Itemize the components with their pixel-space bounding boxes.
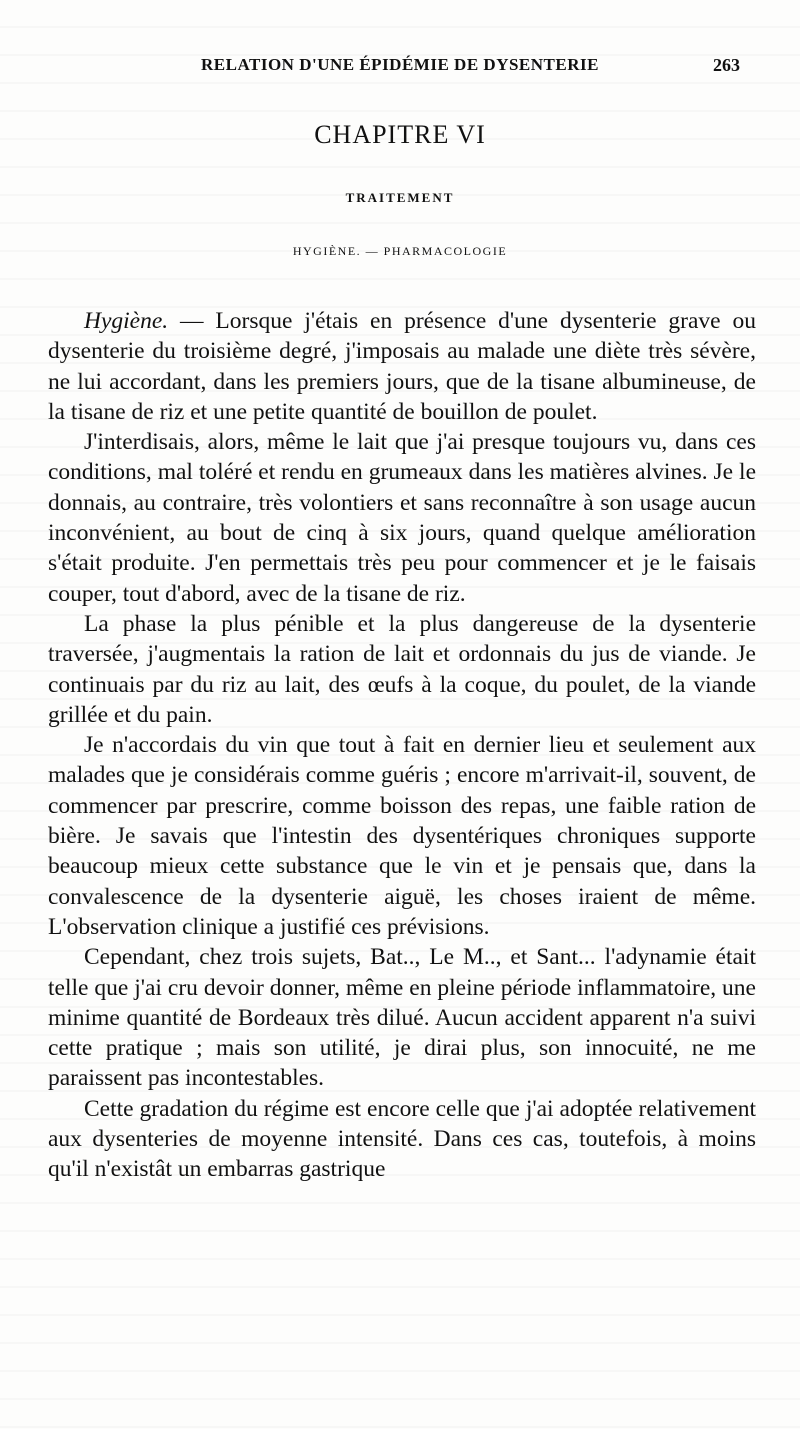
paragraph-lead: Hygiène.: [84, 308, 169, 334]
paragraph: J'interdisais, alors, même le lait que j'ai presque toujours vu, dans ces conditions, mal toléré et rendu en grumeaux dans les matières alvines. Je le donnais, au contraire, très volontiers et sans reconnaître à son usage aucun inconvénient, au bout de cinq à six jours, quand quelque amélioration s'était produite. J'en permettais très peu pour commencer et je le faisais couper, tout d'abord, avec de la tisane de riz.: [48, 429, 756, 607]
subsection-title: HYGIÈNE. — PHARMACOLOGIE: [292, 244, 508, 258]
paragraph: Cette gradation du régime est encore celle que j'ai adoptée relativement aux dysenteries de moyenne intensité. Dans ces cas, toutefois, à moins qu'il n'existât un embarras gastrique: [48, 1095, 756, 1183]
paragraph: La phase la plus pénible et la plus dangereuse de la dysenterie traversée, j'augmentais la ration de lait et ordonnais du jus de viande. Je continuais par du riz au lait, des œufs à la coque, du poulet, de la viande grillée et du pain.: [48, 610, 756, 728]
paragraph: Je n'accordais du vin que tout à fait en dernier lieu et seulement aux malades que je considérais comme guéris ; encore m'arrivait-il, souvent, de commencer par prescrire, comme boisson des repas, une faible ration de bière. Je savais que l'intestin des dysentériques chroniques supporte beaucoup mieux cette substance que le vin et je pensais que, dans la convalescence de la dysenterie aiguë, les choses iraient de même. L'observation clinique a justifié ces prévisions.: [48, 732, 756, 940]
section-title: TRAITEMENT: [345, 190, 455, 205]
chapter-title: CHAPITRE VI: [314, 120, 486, 149]
paragraph: Cependant, chez trois sujets, Bat.., Le M.., et Sant... l'adynamie était telle que j'ai cru devoir donner, même en pleine période inflammatoire, une minime quantité de Bordeaux très dilué. Aucun accident apparent n'a suivi cette pratique ; mais son utilité, je dirai plus, son innocuité, ne me paraissent pas incontestables.: [48, 944, 756, 1092]
paragraph: [48, 306, 756, 427]
running-title: RELATION D'UNE ÉPIDÉMIE DE DYSENTERIE: [201, 55, 599, 74]
running-header: [60, 50, 740, 80]
body-text: [48, 306, 756, 1185]
paragraph-text: — Lorsque j'étais en présence d'une dysenterie grave ou dysenterie du troisième degré, j'imposais au malade une diète très sévère, ne lui accordant, dans les premiers jours, que de la tisane albumineuse, de la tisane de riz et une petite quantité de bouillon de poulet.: [48, 308, 756, 425]
page-number: 263: [713, 55, 740, 75]
